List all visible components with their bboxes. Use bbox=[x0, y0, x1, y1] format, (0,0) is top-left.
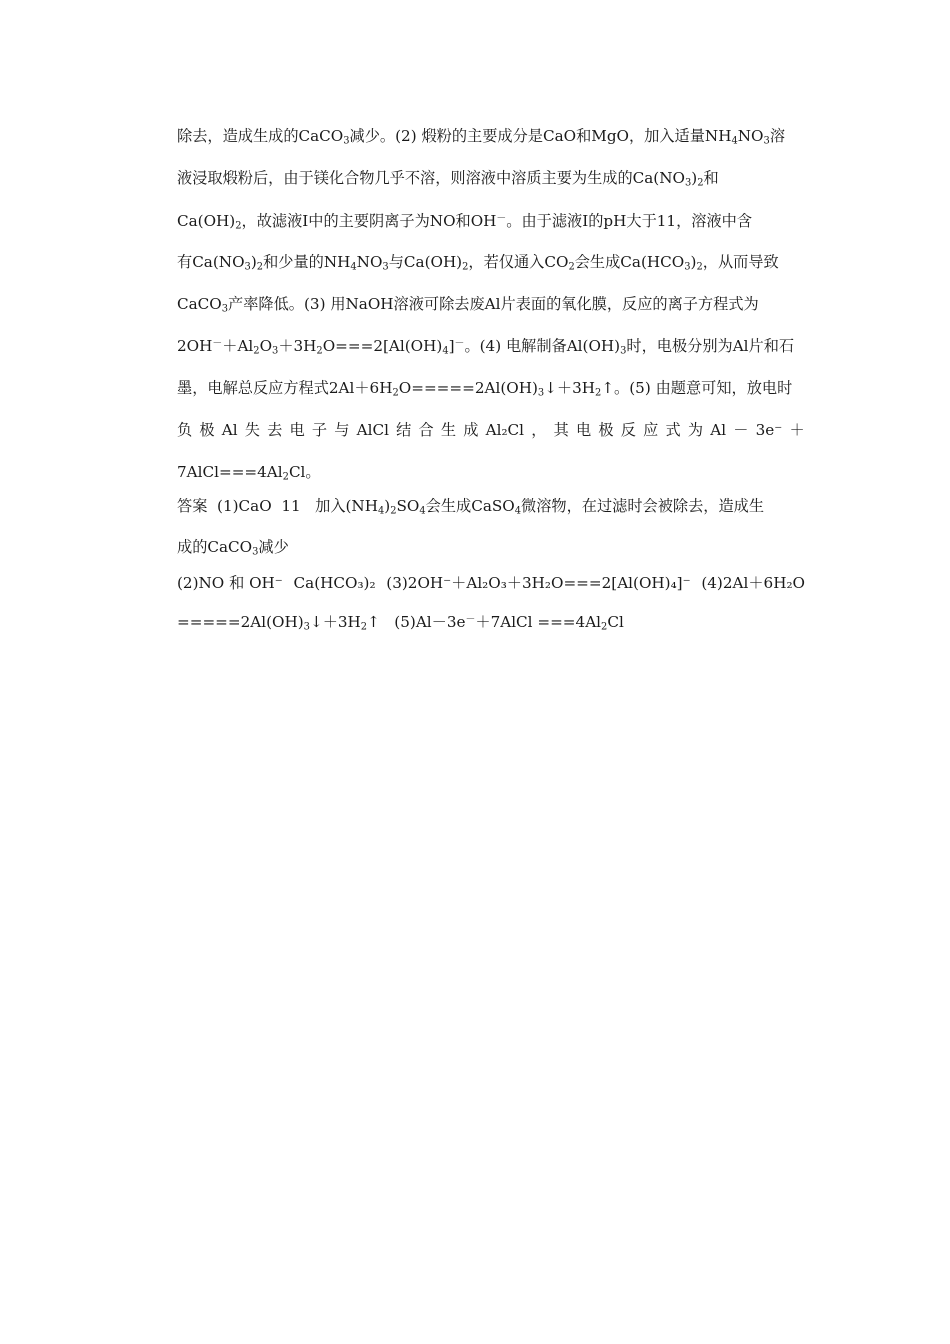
text-word: 电 bbox=[289, 421, 305, 439]
text-word: 反 bbox=[620, 421, 636, 439]
analysis-line-4: 有$Ca(NO_3)_2$和少量的$NH_4NO_3$与$Ca(OH)_2$，若仅通入$CO_2$会生成$Ca(HCO_3)_2$，从而导致 bbox=[177, 253, 779, 273]
text-word: 应 bbox=[643, 421, 659, 439]
text-word: ， bbox=[531, 421, 547, 439]
text-word: 合 bbox=[418, 421, 434, 439]
analysis-line-7: 墨，电解总反应方程式$2Al+6H_2O=====2Al(OH)_3↓+3H_2↑$。(5) 由题意可知，放电时 bbox=[177, 379, 793, 399]
text-word: 结 bbox=[396, 421, 412, 439]
text-word: 成 bbox=[463, 421, 479, 439]
text-word: ＋ bbox=[789, 421, 805, 439]
text-word: AlCl bbox=[356, 421, 389, 439]
text-word: 为 bbox=[687, 421, 704, 439]
text-word: 3e⁻ bbox=[755, 421, 783, 439]
text-word: Al bbox=[710, 421, 727, 439]
answer-line-3 bbox=[177, 573, 805, 593]
answer-line-4: $=====2Al(OH)_3↓+3H_2↑$ (5)Al－3e－＋7AlCl $===4Al_2Cl$ bbox=[177, 613, 624, 633]
analysis-line-9: $7AlCl===4Al_2Cl$。 bbox=[177, 463, 321, 483]
text-word: 负 bbox=[177, 421, 193, 439]
answer-part: (4)2Al＋6H₂O bbox=[701, 574, 805, 592]
analysis-line-6: $2OH^-+Al_2O_3+3H_2O===2[Al(OH)_4]^-$。(4) 电解制备$Al(OH)_3$时，电极分别为Al片和石 bbox=[177, 337, 795, 357]
analysis-line-5: CaCO$_3$产率降低。(3) 用NaOH溶液可除去废Al片表面的氧化膜，反应的离子方程式为 bbox=[177, 295, 759, 315]
text-word: 极 bbox=[598, 421, 614, 439]
answer-part: (2)NO 和 OH⁻ bbox=[177, 574, 283, 592]
text-word: 与 bbox=[334, 421, 350, 439]
text-word: 式 bbox=[665, 421, 681, 439]
text-word: 子 bbox=[311, 421, 328, 439]
text-word: 生 bbox=[440, 421, 457, 439]
text-word: 去 bbox=[267, 421, 283, 439]
analysis-line-2: 液浸取煅粉后，由于镁化合物几乎不溶，则溶液中溶质主要为生成的$Ca(NO_3)_2$和 bbox=[177, 169, 719, 189]
text-word: － bbox=[733, 421, 749, 439]
answer-part: Ca(HCO₃)₂ bbox=[293, 574, 376, 592]
answer-part: (3)2OH⁻＋Al₂O₃＋3H₂O===2[Al(OH)₄]⁻ bbox=[386, 574, 691, 592]
text-word: 电 bbox=[575, 421, 592, 439]
analysis-line-3: $Ca(OH)_2$，故滤液Ⅰ中的主要阴离子为NO和OH－。由于滤液Ⅰ的pH大于11，溶液中含 bbox=[177, 212, 753, 232]
text-word: 极 bbox=[199, 421, 215, 439]
analysis-line-8 bbox=[177, 420, 805, 440]
text-word: 失 bbox=[244, 421, 260, 439]
text-word: 其 bbox=[553, 421, 569, 439]
text-word: Al₂Cl bbox=[485, 421, 525, 439]
answer-line-2: 成的CaCO$_3$减少 bbox=[177, 538, 289, 558]
analysis-line-1: 除去，造成生成的CaCO$_3$减少。(2) 煅粉的主要成分是CaO和MgO，加入适量$NH_4NO_3$溶 bbox=[177, 127, 785, 147]
answer-line-1: 答案 (1)CaO 11 加入$(NH_4)_2SO_4$会生成CaSO$_4$微溶物，在过滤时会被除去，造成生 bbox=[177, 497, 765, 517]
text-word: Al bbox=[221, 421, 238, 439]
